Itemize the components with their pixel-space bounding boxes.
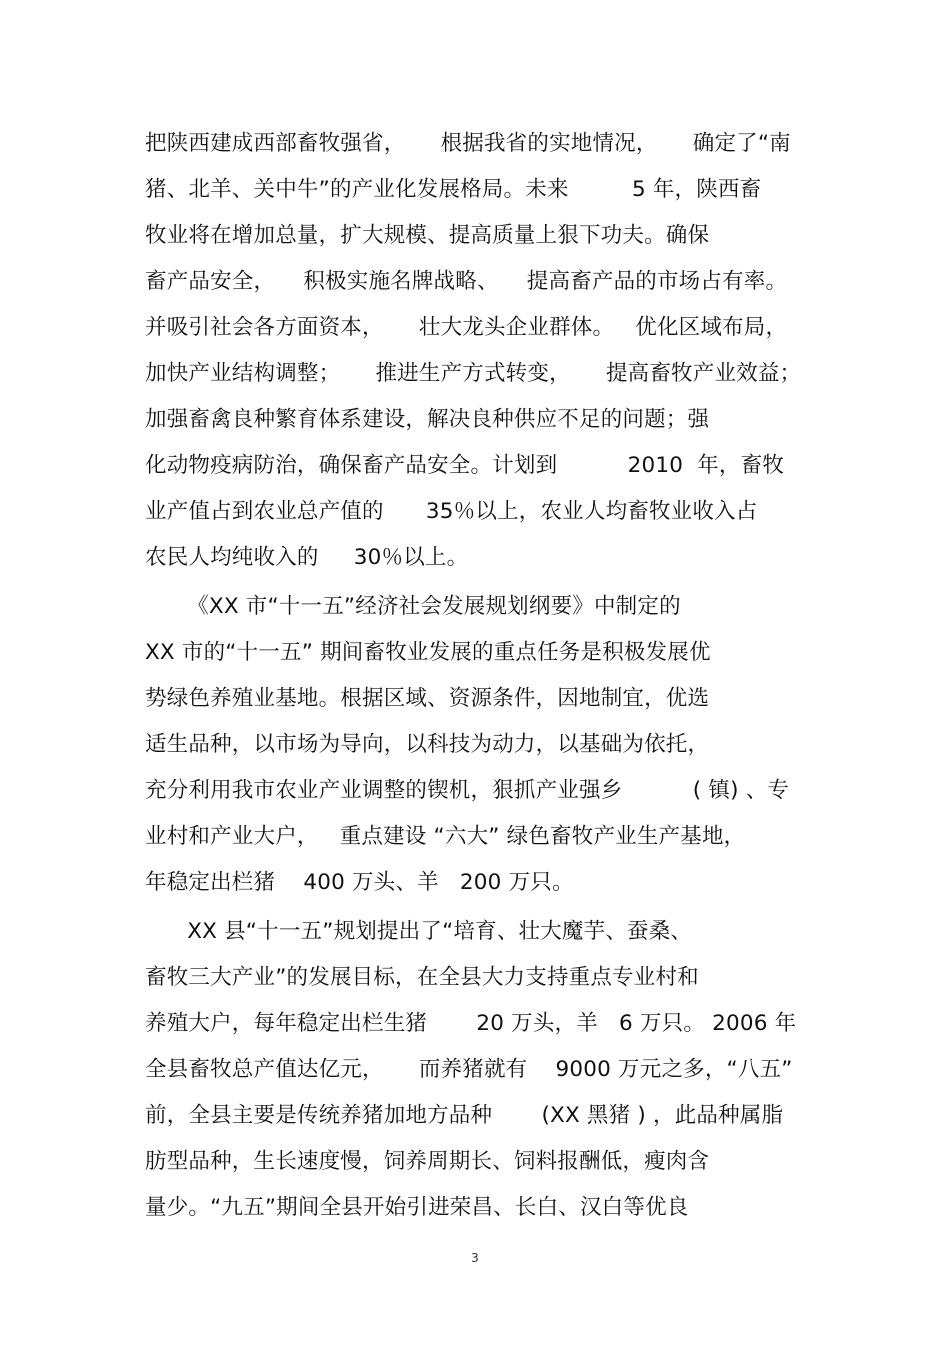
text-line: 猪、北羊、关中牛”的产业化发展格局。未来 5 年，陕西畜 [145,177,762,202]
text-line: 《XX 市“十一五”经济社会发展规划纲要》中制定的 [145,594,681,619]
text-line: 全县畜牧总产值达亿元， 而养猪就有 9000 万元之多，“八五” [145,1057,793,1082]
text-line: 年稳定出栏猪 400 万头、羊 200 万只。 [145,870,574,895]
text-line: 量少。“九五”期间全县开始引进荣昌、长白、汉白等优良 [145,1195,689,1220]
text-line: 加快产业结构调整； 推进生产方式转变， 提高畜牧产业效益； [145,361,802,386]
text-line: 适生品种，以市场为导向，以科技为动力，以基础为依托， [145,732,710,757]
text-line: 畜牧三大产业”的发展目标，在全县大力支持重点专业村和 [145,965,699,990]
text-line: 养殖大户，每年稳定出栏生猪 20 万头，羊 6 万只。 2006 年 [145,1011,797,1036]
text-line: 肪型品种，生长速度慢，饲养周期长、饲料报酬低，瘦肉含 [145,1149,710,1174]
text-line: XX 市的“十一五” 期间畜牧业发展的重点任务是积极发展优 [145,640,711,665]
text-line: 业村和产业大户， 重点建设 “六大” 绿色畜牧产业生产基地， [145,824,746,849]
page-number: 3 [471,1251,479,1265]
text-line: 业产值占到农业总产值的 35％以上，农业人均畜牧业收入占 [145,499,758,524]
text-line: 农民人均纯收入的 30％以上。 [145,545,469,570]
text-line: 势绿色养殖业基地。根据区域、资源条件，因地制宜，优选 [145,686,710,711]
text-line: 把陕西建成西部畜牧强省， 根据我省的实地情况， 确定了“南 [145,131,791,156]
text-line: 加强畜禽良种繁育体系建设，解决良种供应不足的问题；强 [145,407,710,432]
text-line: 前，全县主要是传统养猪加地方品种 (XX 黑猪 ) ，此品种属脂 [145,1103,784,1128]
text-line: 化动物疫病防治，确保畜产品安全。计划到 2010 年，畜牧 [145,453,785,478]
text-line: 充分利用我市农业产业调整的锲机，狠抓产业强乡 ( 镇) 、专 [145,778,790,803]
text-line: 并吸引社会各方面资本， 壮大龙头企业群体。 优化区域布局， [145,315,788,340]
text-line: 牧业将在增加总量，扩大规模、提高质量上狠下功夫。确保 [145,223,710,248]
text-line: XX 县“十一五”规划提出了“培育、壮大魔芋、蚕桑、 [145,919,693,944]
text-line: 畜产品安全， 积极实施名牌战略、 提高畜产品的市场占有率。 [145,269,788,294]
